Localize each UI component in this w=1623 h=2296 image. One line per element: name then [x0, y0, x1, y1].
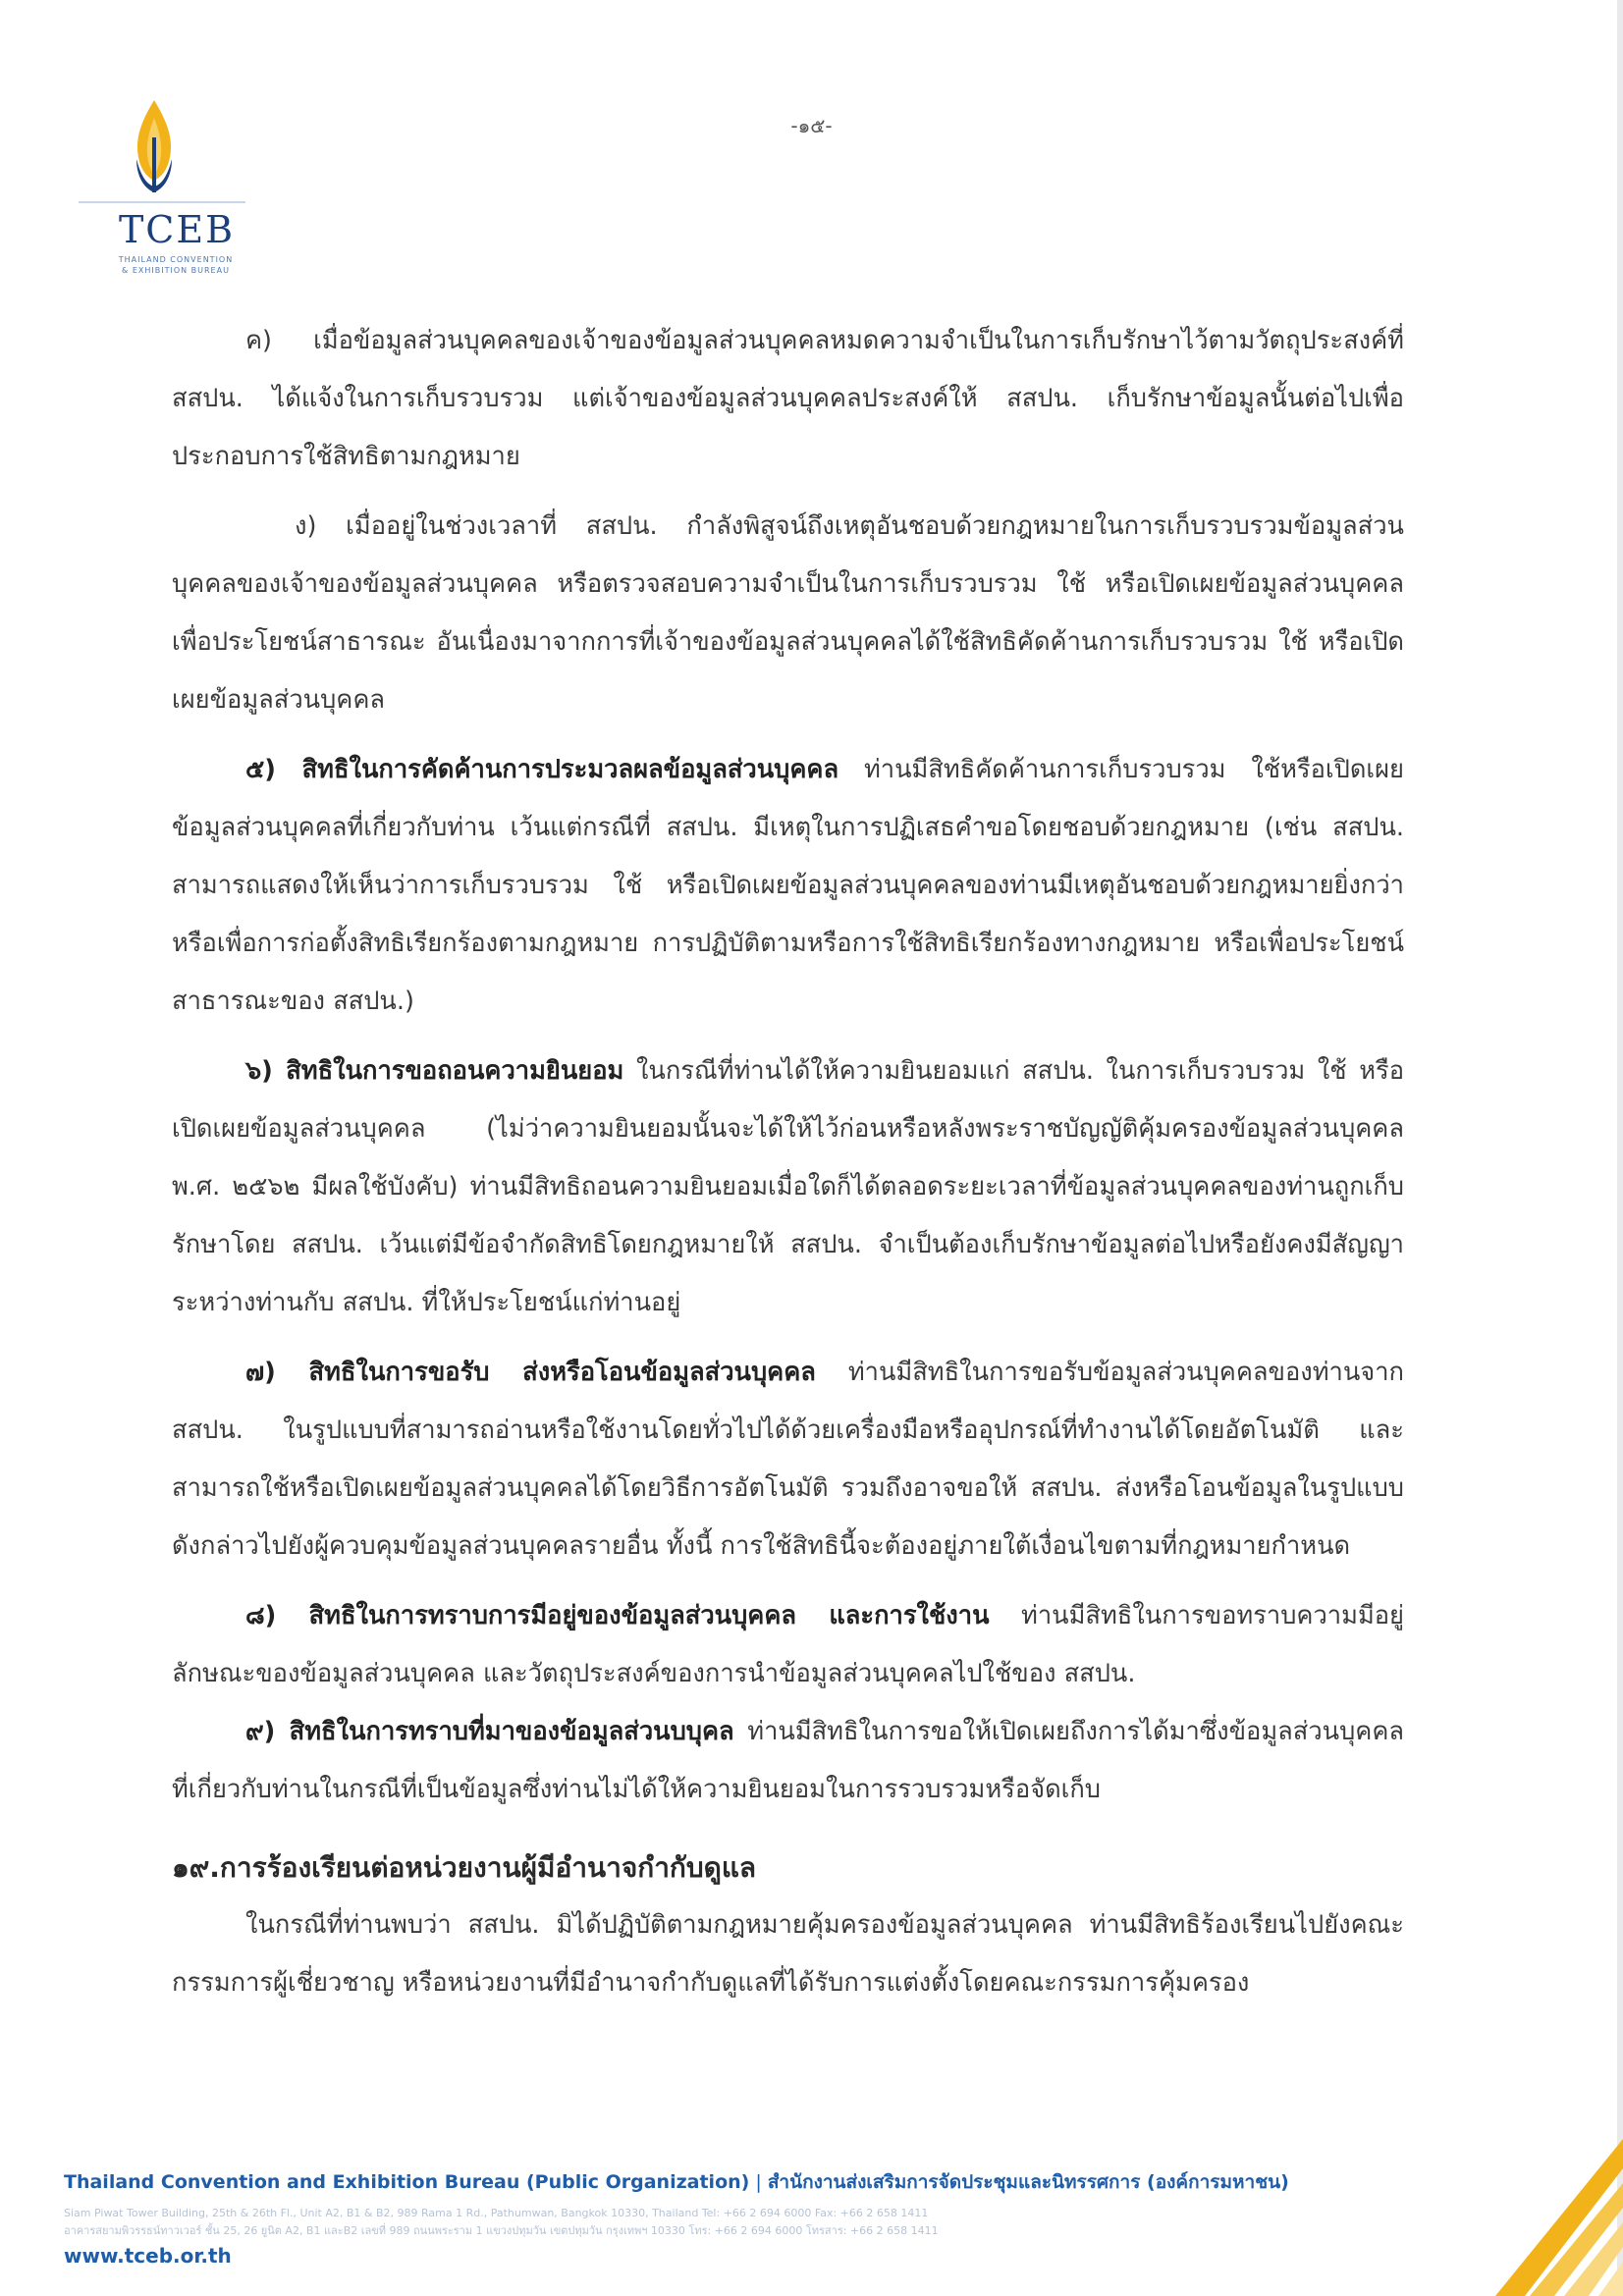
logo-rule: [79, 201, 245, 203]
footer-address-en: Siam Piwat Tower Building, 25th & 26th Fl., Unit A2, B1 & B2, 989 Rama 1 Rd., Pathumwan, Bangkok 10330, Thailand Tel: +66 2 694 6000 Fax: +66 2 658 1411: [64, 2207, 929, 2219]
logo-subtitle: & EXHIBITION BUREAU: [122, 266, 230, 275]
page-edge: [1617, 0, 1623, 2296]
footer-org-th: สำนักงานส่งเสริมการจัดประชุมและนิทรรศการ (องค์การมหาชน): [767, 2171, 1289, 2193]
footer-org-en: Thailand Convention and Exhibition Bureau (Public Organization): [64, 2171, 750, 2193]
right-text: ท่านมีสิทธิในการขอรับข้อมูลส่วนบุคคลของท่านจาก สสปน. ในรูปแบบที่สามารถอ่านหรือใช้งานโดยทั่วไปได้ด้วยเครื่องมือหรืออุปกรณ์ที่ทำงานได้โดยอัตโนมัติ และสามารถใช้หรือเปิดเผยข้อมูลส่วนบุคคลได้โดยวิธีการอัตโนมัติ รวมถึงอาจขอให้ สสปน. ส่งหรือโอนข้อมูลในรูปแบบดังกล่าวไปยังผู้ควบคุมข้อมูลส่วนบุคคลรายอื่น ทั้งนี้ การใช้สิทธินี้จะต้องอยู่ภายใต้เงื่อนไขตามที่กฎหมายกำหนด: [172, 1358, 1404, 1561]
footer: [64, 2167, 1291, 2268]
paragraph: [172, 1042, 1404, 1332]
right-title: ๕) สิทธิในการคัดค้านการประมวลผลข้อมูลส่วนบุคคล: [245, 755, 839, 784]
page-number: -๑๕-: [790, 114, 833, 137]
right-title: ๖) สิทธิในการขอถอนความยินยอม: [245, 1056, 624, 1086]
paragraph: [172, 1703, 1404, 1819]
footer-org: [64, 2167, 1291, 2197]
right-text: ท่านมีสิทธิในการขอให้เปิดเผยถึงการได้มาซึ่งข้อมูลส่วนบุคคลที่เกี่ยวกับท่านในกรณีที่เป็นข้อมูลซึ่งท่านไม่ได้ให้ความยินยอมในการรวบรวมหรือจัดเก็บ: [172, 1717, 1405, 1804]
right-text: ท่านมีสิทธิคัดค้านการเก็บรวบรวม ใช้หรือเปิดเผยข้อมูลส่วนบุคคลที่เกี่ยวกับท่าน เว้นแต่กรณีที่ สสปน. มีเหตุในการปฏิเสธคำขอโดยชอบด้วยกฎหมาย (เช่น สสปน. สามารถแสดงให้เห็นว่าการเก็บรวบรวม ใช้ หรือเปิดเผยข้อมูลส่วนบุคคลของท่านมีเหตุอันชอบด้วยกฎหมายยิ่งกว่า หรือเพื่อการก่อตั้งสิทธิเรียกร้องตามกฎหมาย การปฏิบัติตามหรือการใช้สิทธิเรียกร้องทางกฎหมาย หรือเพื่อประโยชน์สาธารณะของ สสปน.): [172, 755, 1404, 1016]
footer-separator: |: [749, 2171, 768, 2193]
paragraph: ในกรณีที่ท่านพบว่า สสปน. มิได้ปฏิบัติตามกฎหมายคุ้มครองข้อมูลส่วนบุคคล ท่านมีสิทธิร้องเรียนไปยังคณะกรรมการผู้เชี่ยวชาญ หรือหน่วยงานที่มีอำนาจกำกับดูแลที่ได้รับการแต่งตั้งโดยคณะกรรมการคุ้มครอง: [172, 1910, 1404, 1998]
paragraph: [172, 741, 1404, 1031]
paragraph: ค) เมื่อข้อมูลส่วนบุคคลของเจ้าของข้อมูลส่วนบุคคลหมดความจำเป็นในการเก็บรักษาไว้ตามวัตถุประสงค์ที่ สสปน. ได้แจ้งในการเก็บรวบรวม แต่เจ้าของข้อมูลส่วนบุคคลประสงค์ให้ สสปน. เก็บรักษาข้อมูลนั้นต่อไปเพื่อประกอบการใช้สิทธิตามกฎหมาย: [172, 326, 1404, 471]
paragraph: [172, 1344, 1404, 1575]
right-title: ๘) สิทธิในการทราบการมีอยู่ของข้อมูลส่วนบุคคล และการใช้งาน: [245, 1601, 990, 1630]
right-title: ๙) สิทธิในการทราบที่มาของข้อมูลส่วนบบุคล: [245, 1717, 734, 1746]
corner-stripes-decoration: [1466, 2100, 1623, 2296]
footer-address-th: อาคารสยามพิวรรธน์ทาวเวอร์ ชั้น 25, 26 ยูนิต A2, B1 และB2 เลขที่ 989 ถนนพระราม 1 แขวงปทุมวัน เขตปทุมวัน กรุงเทพฯ 10330 โทร: +66 2 694 6000 โทรสาร: +66 2 658 1411: [64, 2224, 939, 2237]
right-text: ในกรณีที่ท่านได้ให้ความยินยอมแก่ สสปน. ในการเก็บรวบรวม ใช้ หรือเปิดเผยข้อมูลส่วนบุคคล (ไม่ว่าความยินยอมนั้นจะได้ให้ไว้ก่อนหรือหลังพระราชบัญญัติคุ้มครองข้อมูลส่วนบุคคล พ.ศ. ๒๕๖๒ มีผลใช้บังคับ) ท่านมีสิทธิถอนความยินยอมเมื่อใดก็ได้ตลอดระยะเวลาที่ข้อมูลส่วนบุคคลของท่านถูกเก็บรักษาโดย สสปน. เว้นแต่มีข้อจำกัดสิทธิโดยกฎหมายให้ สสปน. จำเป็นต้องเก็บรักษาข้อมูลต่อไปหรือยังคงมีสัญญาระหว่างท่านกับ สสปน. ที่ให้ประโยชน์แก่ท่านอยู่: [172, 1056, 1405, 1317]
paragraph: [172, 1587, 1404, 1703]
right-text: ท่านมีสิทธิในการขอทราบความมีอยู่ ลักษณะของข้อมูลส่วนบุคคล และวัตถุประสงค์ของการนำข้อมูลส่วนบุคคลไปใช้ของ สสปน.: [172, 1601, 1405, 1688]
section-heading: ๑๙.การร้องเรียนต่อหน่วยงานผู้มีอำนาจกำกับดูแล: [172, 1851, 757, 1884]
footer-website-link[interactable]: www.tceb.or.th: [64, 2244, 232, 2268]
logo-subtitle: THAILAND CONVENTION: [118, 255, 234, 264]
document-body: [172, 312, 1404, 2012]
paragraph: ง) เมื่ออยู่ในช่วงเวลาที่ สสปน. กำลังพิสูจน์ถึงเหตุอันชอบด้วยกฎหมายในการเก็บรวบรวมข้อมูลส่วนบุคคลของเจ้าของข้อมูลส่วนบุคคล หรือตรวจสอบความจำเป็นในการเก็บรวบรวม ใช้ หรือเปิดเผยข้อมูลส่วนบุคคลเพื่อประโยชน์สาธารณะ อันเนื่องมาจากการที่เจ้าของข้อมูลส่วนบุคคลได้ใช้สิทธิคัดค้านการเก็บรวบรวม ใช้ หรือเปิดเผยข้อมูลส่วนบุคคล: [172, 511, 1404, 715]
logo-wordmark: TCEB: [118, 208, 236, 251]
right-title: ๗) สิทธิในการขอรับ ส่งหรือโอนข้อมูลส่วนบุคคล: [245, 1358, 816, 1387]
